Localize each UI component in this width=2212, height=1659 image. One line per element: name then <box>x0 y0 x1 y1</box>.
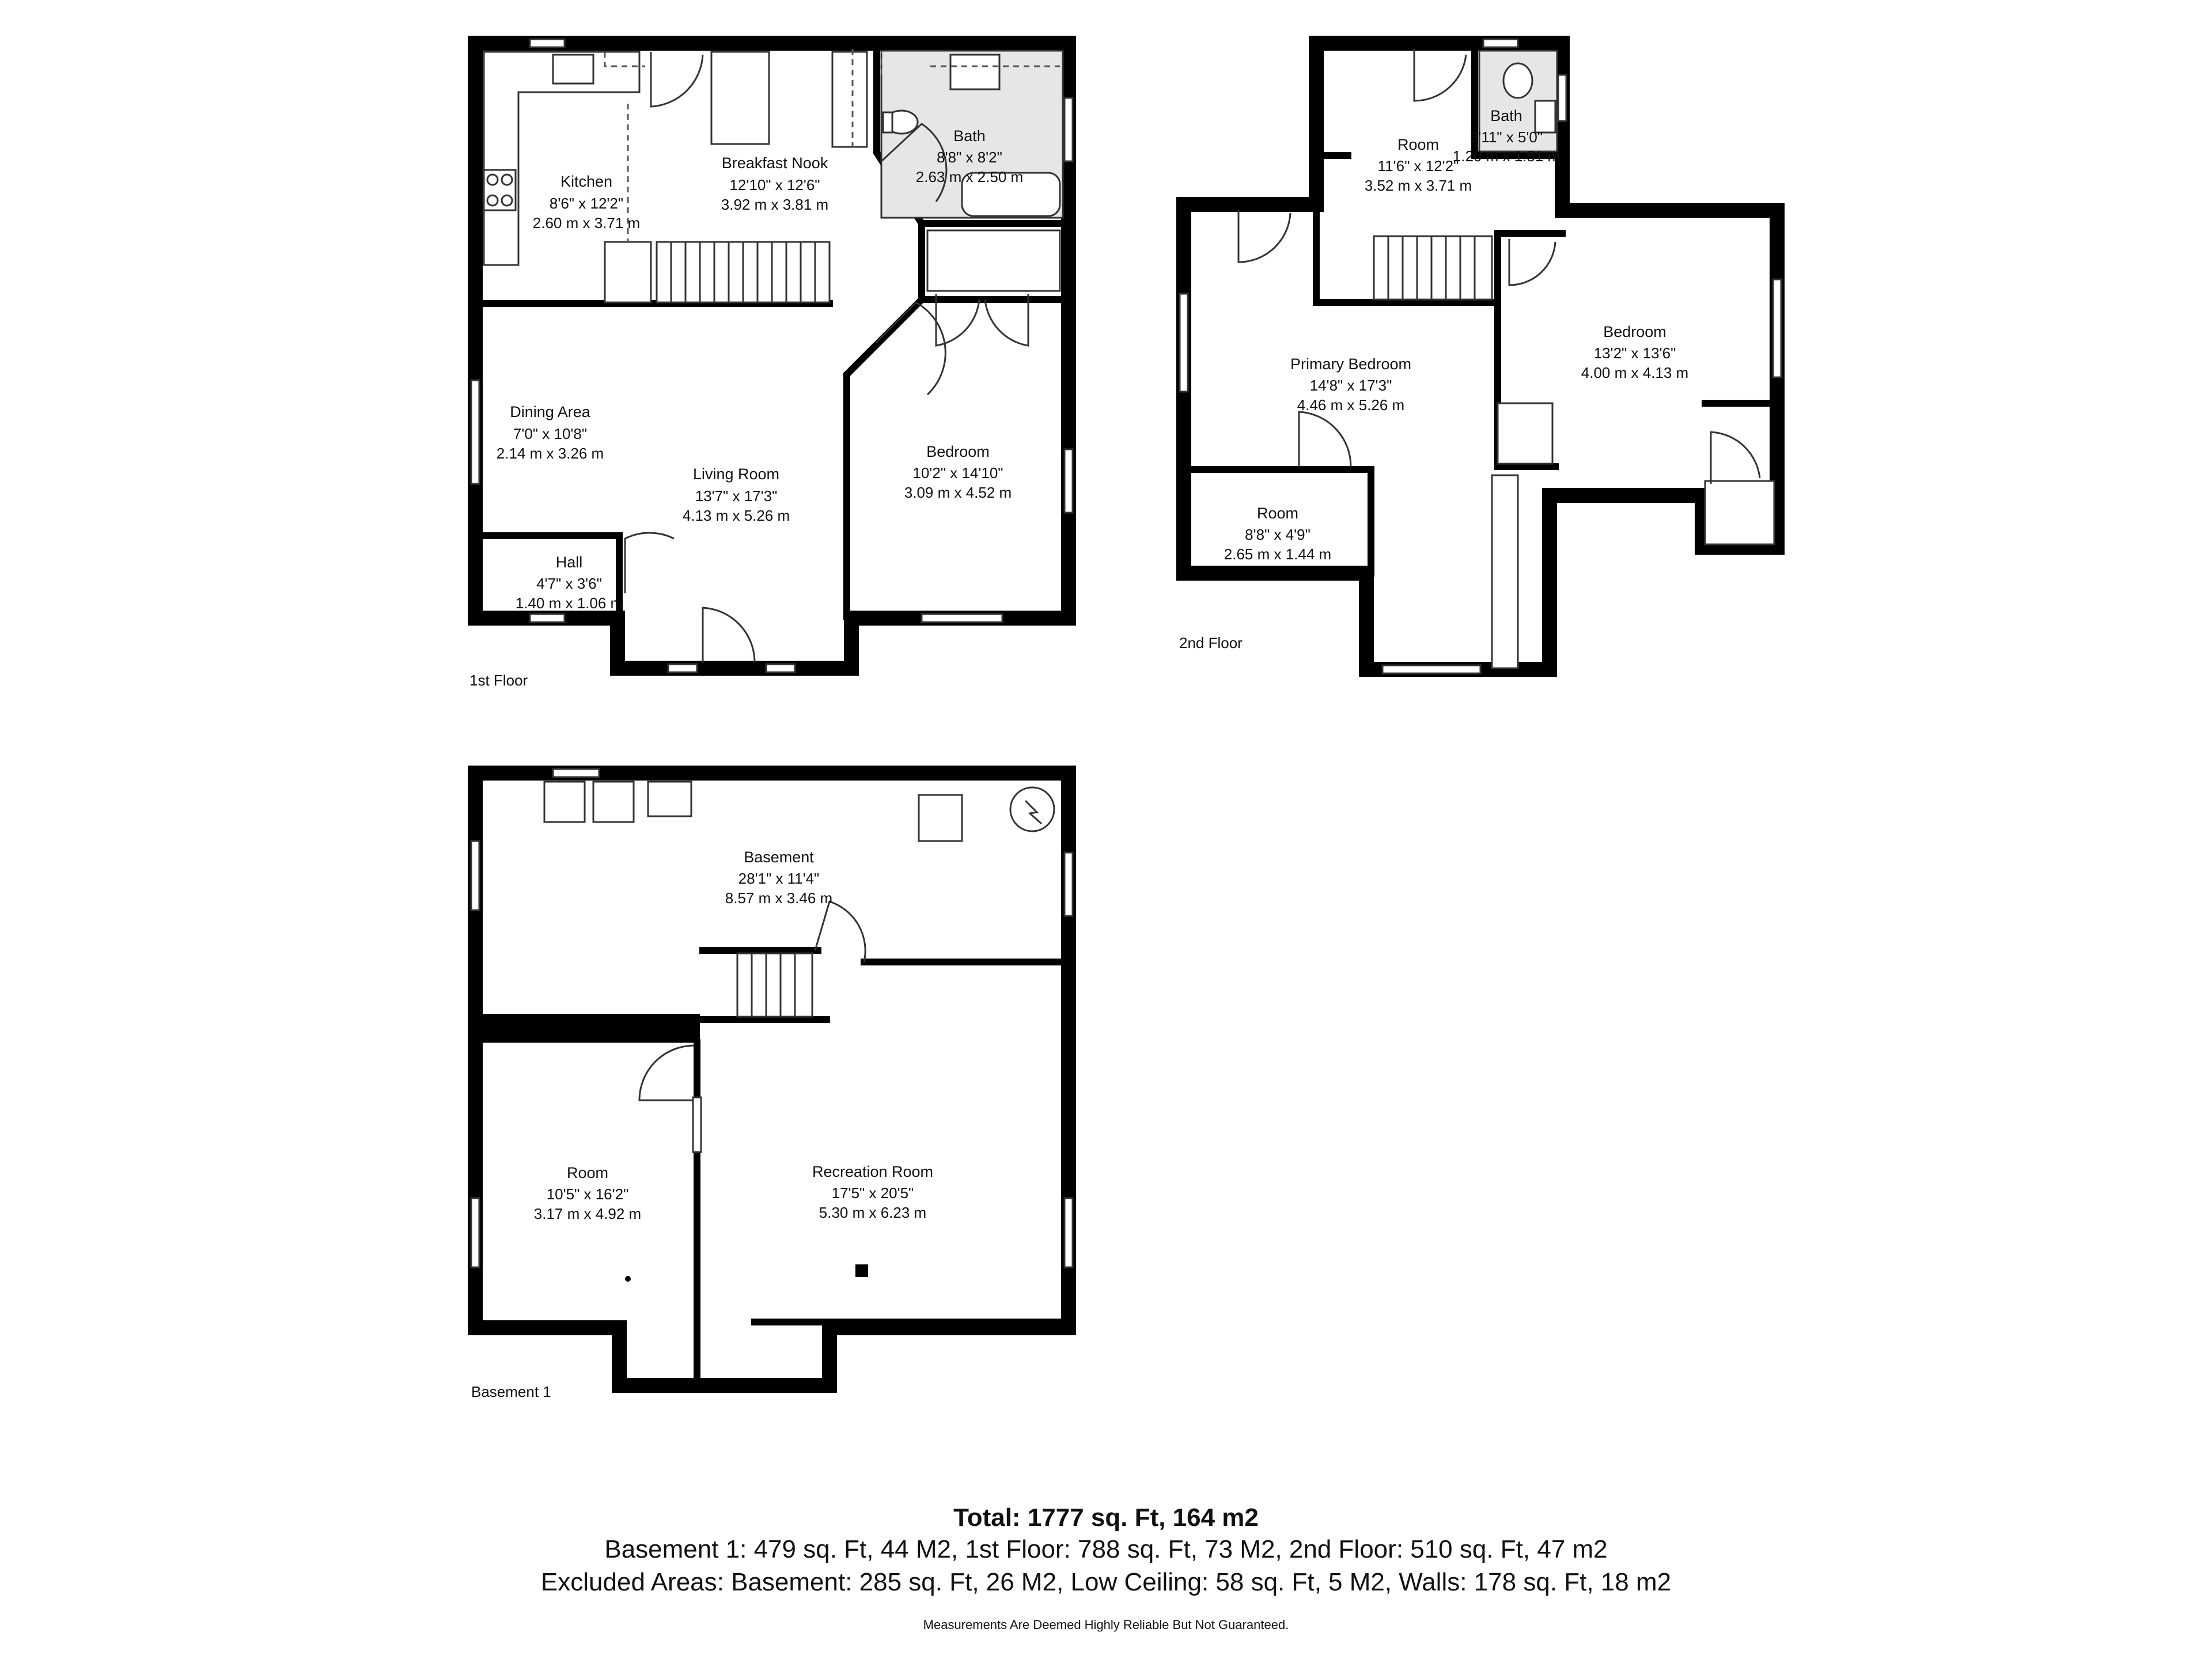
vanity-sink <box>950 55 999 89</box>
door-basement[interactable] <box>815 902 865 962</box>
floor-areas: Basement 1: 479 sq. Ft, 44 M2, 1st Floor: 788 sq. Ft, 73 M2, 2nd Floor: 510 sq. Ft, 47 m2 <box>604 1535 1608 1563</box>
room-imperial: 7'0" x 10'8" <box>513 425 588 442</box>
room-name: Bedroom <box>926 443 990 460</box>
room-name: Primary Bedroom <box>1290 355 1412 373</box>
window <box>471 1198 479 1267</box>
laundry-sink <box>648 782 691 816</box>
window <box>1065 98 1073 161</box>
room-imperial: 11'6" x 12'2" <box>1377 157 1459 175</box>
window <box>1065 1198 1073 1267</box>
room-name: Dining Area <box>510 403 590 421</box>
room-imperial: 13'2" x 13'6" <box>1593 344 1676 362</box>
floor-label: Basement 1 <box>471 1383 551 1400</box>
water-heater <box>1010 787 1054 831</box>
window <box>471 380 479 484</box>
first-floor <box>469 39 1073 689</box>
door-room[interactable] <box>639 1046 694 1100</box>
room-imperial: 17'5" x 20'5" <box>831 1184 914 1202</box>
kitchen-sink <box>553 55 593 84</box>
window <box>1065 449 1073 513</box>
window <box>553 769 599 777</box>
room-name: Bath <box>1490 107 1522 124</box>
stairs <box>1374 236 1492 300</box>
stairs <box>737 953 812 1017</box>
room-imperial: 12'10" x 12'6" <box>729 176 820 194</box>
window <box>530 39 565 47</box>
basement-floor <box>471 769 1073 1400</box>
room-imperial: 8'8" x 4'9" <box>1245 526 1310 543</box>
room-imperial: 10'5" x 16'2" <box>546 1185 629 1203</box>
washer <box>544 782 585 822</box>
room-imperial: 4'7" x 3'6" <box>536 575 602 592</box>
bedroom-wall-west <box>847 300 922 616</box>
room-name: Room <box>1397 136 1440 153</box>
floor-drain <box>625 1276 631 1282</box>
room-metric: 4.00 m x 4.13 m <box>1581 364 1689 381</box>
floor-label: 1st Floor <box>469 672 528 689</box>
kitchen-island <box>711 52 769 144</box>
door-hall[interactable] <box>625 533 674 593</box>
window <box>922 614 1002 622</box>
room-metric: 3.92 m x 3.81 m <box>721 196 829 213</box>
cabinet <box>832 52 867 147</box>
room-metric: 2.63 m x 2.50 m <box>915 168 1024 185</box>
room-name: Bedroom <box>1603 323 1666 340</box>
window <box>668 664 697 672</box>
closet <box>1498 403 1552 464</box>
door-bedroom[interactable] <box>1509 239 1555 285</box>
toilet-tank <box>883 112 892 132</box>
stove-burner <box>487 195 498 206</box>
room-imperial: 3'11" x 5'0" <box>1469 128 1543 146</box>
room-metric: 5.30 m x 6.23 m <box>819 1204 927 1221</box>
stove-burner <box>502 175 512 185</box>
closet <box>1492 475 1518 668</box>
stairs <box>605 242 830 302</box>
room-metric: 2.60 m x 3.71 m <box>532 214 641 232</box>
room-name: Room <box>1256 505 1299 522</box>
window <box>471 841 479 910</box>
room-metric: 3.52 m x 3.71 m <box>1364 177 1472 194</box>
window <box>693 1097 701 1152</box>
excluded-areas: Excluded Areas: Basement: 285 sq. Ft, 26 M2, Low Ceiling: 58 sq. Ft, 5 M2, Walls: 178 sq. Ft, 18 m2 <box>540 1568 1672 1596</box>
room-metric: 3.09 m x 4.52 m <box>904 484 1012 501</box>
total-area: Total: 1777 sq. Ft, 164 m2 <box>953 1503 1259 1532</box>
room-name: Basement <box>744 849 814 866</box>
room-metric: 2.65 m x 1.44 m <box>1224 546 1332 563</box>
second-floor <box>1179 39 1781 673</box>
furnace <box>919 795 962 841</box>
room-name: Kitchen <box>560 173 613 190</box>
room-imperial: 10'2" x 14'10" <box>912 464 1003 482</box>
window <box>1065 853 1073 916</box>
room-metric: 2.14 m x 3.26 m <box>496 445 604 462</box>
window <box>1180 294 1188 392</box>
room-metric: 8.57 m x 3.46 m <box>725 889 833 907</box>
door-closet[interactable] <box>1711 432 1760 484</box>
window <box>530 614 565 622</box>
room-imperial: 8'8" x 8'2" <box>937 149 1002 166</box>
room-name: Living Room <box>692 465 780 483</box>
closet <box>927 230 1060 291</box>
room-imperial: 13'7" x 17'3" <box>695 487 778 505</box>
toilet <box>1503 63 1532 98</box>
window <box>766 664 795 672</box>
basement-beam <box>475 1014 700 1043</box>
door-primary[interactable] <box>1238 210 1290 262</box>
room-metric: 3.17 m x 4.92 m <box>533 1205 642 1222</box>
stove-burner <box>502 195 512 206</box>
dryer <box>593 782 634 822</box>
window <box>1483 39 1518 47</box>
room-metric: 1.20 m x 1.51 m <box>1452 147 1560 165</box>
door-living[interactable] <box>703 608 755 662</box>
sink <box>1535 101 1555 132</box>
room-name: Breakfast Nook <box>721 154 828 172</box>
window <box>1382 665 1480 673</box>
door-bedroom[interactable] <box>876 302 945 395</box>
room-imperial: 8'6" x 12'2" <box>549 195 624 212</box>
room-metric: 1.40 m x 1.06 m <box>515 594 623 612</box>
room-imperial: 28'1" x 11'4" <box>738 870 820 887</box>
disclaimer: Measurements Are Deemed Highly Reliable But Not Guaranteed. <box>923 1618 1289 1632</box>
stove-burner <box>487 175 498 185</box>
room-metric: 4.13 m x 5.26 m <box>682 507 790 524</box>
floor-label: 2nd Floor <box>1179 634 1243 652</box>
door-room[interactable] <box>1414 49 1466 101</box>
room-name: Recreation Room <box>812 1163 934 1180</box>
room-metric: 4.46 m x 5.26 m <box>1297 396 1405 414</box>
room-name: Hall <box>555 554 583 571</box>
closet <box>1705 481 1774 544</box>
window <box>1773 279 1781 377</box>
room-imperial: 14'8" x 17'3" <box>1309 377 1392 394</box>
window <box>1558 75 1566 121</box>
room-name: Room <box>566 1164 609 1181</box>
room-name: Bath <box>953 127 986 145</box>
door-small-room[interactable] <box>1299 412 1351 467</box>
support-post <box>855 1264 868 1277</box>
door-kitchen[interactable] <box>651 52 703 107</box>
